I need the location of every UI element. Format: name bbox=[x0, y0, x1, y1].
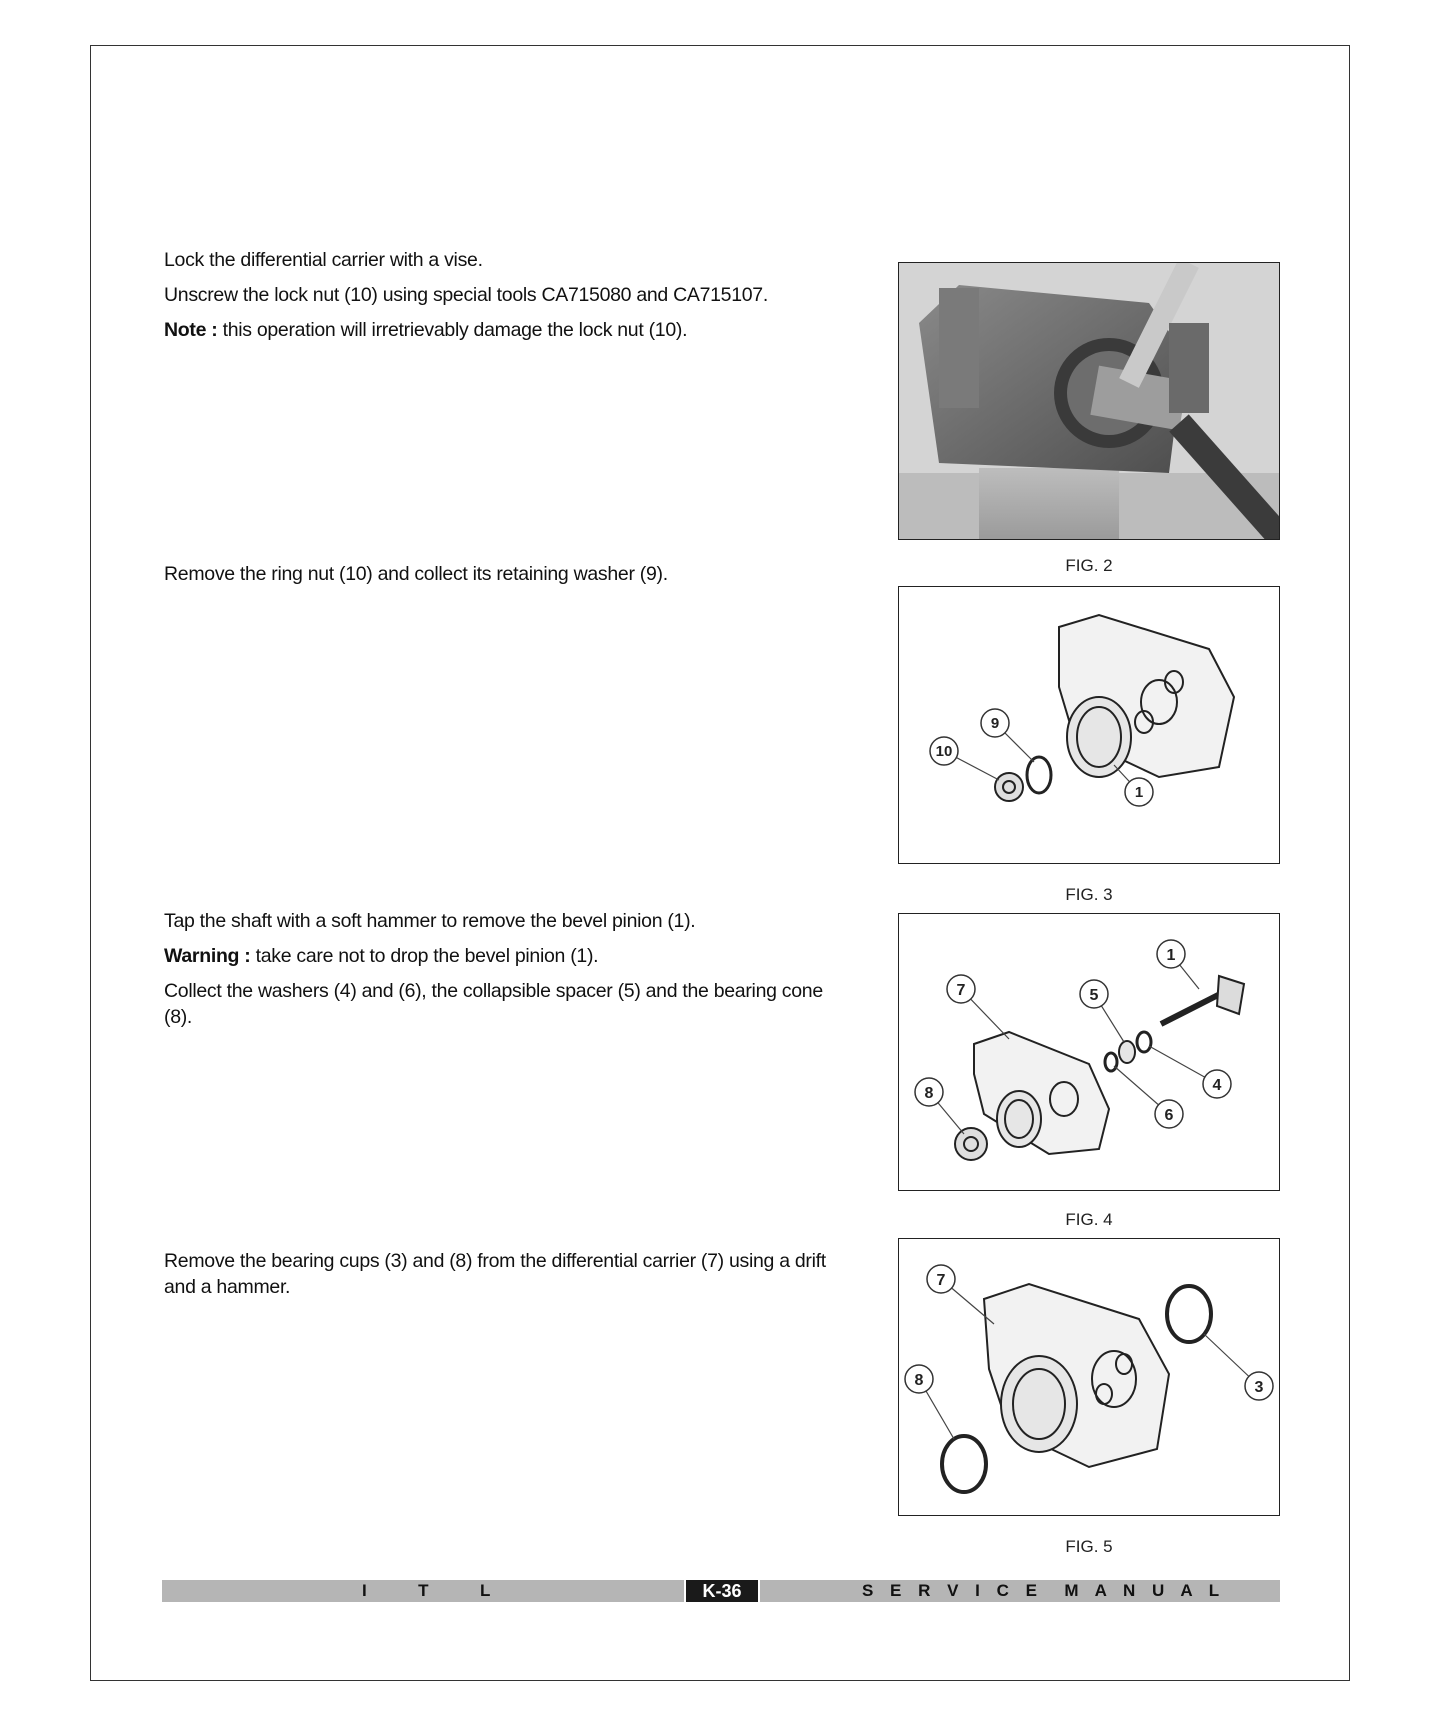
footer-brand: I T L bbox=[362, 1581, 505, 1600]
instruction-line: Collect the washers (4) and (6), the collapsible spacer (5) and the bearing cone (8). bbox=[164, 980, 823, 1028]
figure-3-caption: FIG. 3 bbox=[1065, 885, 1113, 904]
callout-label: 1 bbox=[1134, 784, 1144, 801]
ring-nut-exploded-illustration bbox=[899, 587, 1280, 864]
instruction-line: Unscrew the lock nut (10) using special tools CA715080 and CA715107. bbox=[164, 284, 768, 306]
figure-2-caption: FIG. 2 bbox=[1065, 556, 1113, 575]
callout-label: 7 bbox=[956, 982, 966, 999]
figure-5-caption: FIG. 5 bbox=[1065, 1537, 1113, 1556]
figure-2-photo bbox=[898, 262, 1280, 540]
figure-4-caption: FIG. 4 bbox=[1065, 1210, 1113, 1229]
page-number: K-36 bbox=[686, 1580, 758, 1602]
instruction-block-4 bbox=[164, 1248, 854, 1309]
callout-label: 6 bbox=[1164, 1107, 1174, 1124]
figure-3-diagram bbox=[898, 586, 1280, 864]
bearing-cups-exploded-illustration bbox=[899, 1239, 1280, 1516]
callout-label: 1 bbox=[1166, 947, 1176, 964]
callout-label: 7 bbox=[936, 1272, 946, 1289]
instruction-line: Remove the ring nut (10) and collect its retaining washer (9). bbox=[164, 563, 668, 585]
callout-label: 5 bbox=[1089, 987, 1099, 1004]
instruction-block-1 bbox=[164, 247, 854, 352]
bevel-pinion-exploded-illustration bbox=[899, 914, 1280, 1191]
instruction-line: Lock the differential carrier with a vise. bbox=[164, 249, 483, 271]
warning-line: Warning : take care not to drop the bevel pinion (1). bbox=[164, 945, 599, 967]
figure-4-diagram bbox=[898, 913, 1280, 1191]
figure-5-diagram bbox=[898, 1238, 1280, 1516]
instruction-block-2 bbox=[164, 561, 854, 596]
instruction-line: Remove the bearing cups (3) and (8) from the differential carrier (7) using a drift and a hammer. bbox=[164, 1250, 826, 1298]
callout-label: 4 bbox=[1212, 1077, 1222, 1094]
page-footer bbox=[162, 1580, 1280, 1602]
carrier-photo-illustration bbox=[899, 263, 1280, 540]
callout-label: 10 bbox=[935, 743, 953, 760]
note-line: Note : this operation will irretrievably damage the lock nut (10). bbox=[164, 319, 688, 341]
footer-title: S E R V I C E M A N U A L bbox=[862, 1581, 1226, 1600]
callout-label: 9 bbox=[990, 715, 1000, 732]
instruction-line: Tap the shaft with a soft hammer to remove the bevel pinion (1). bbox=[164, 910, 696, 932]
instruction-block-3 bbox=[164, 908, 854, 1039]
callout-label: 8 bbox=[914, 1372, 924, 1389]
callout-label: 8 bbox=[924, 1085, 934, 1102]
callout-label: 3 bbox=[1254, 1379, 1264, 1396]
